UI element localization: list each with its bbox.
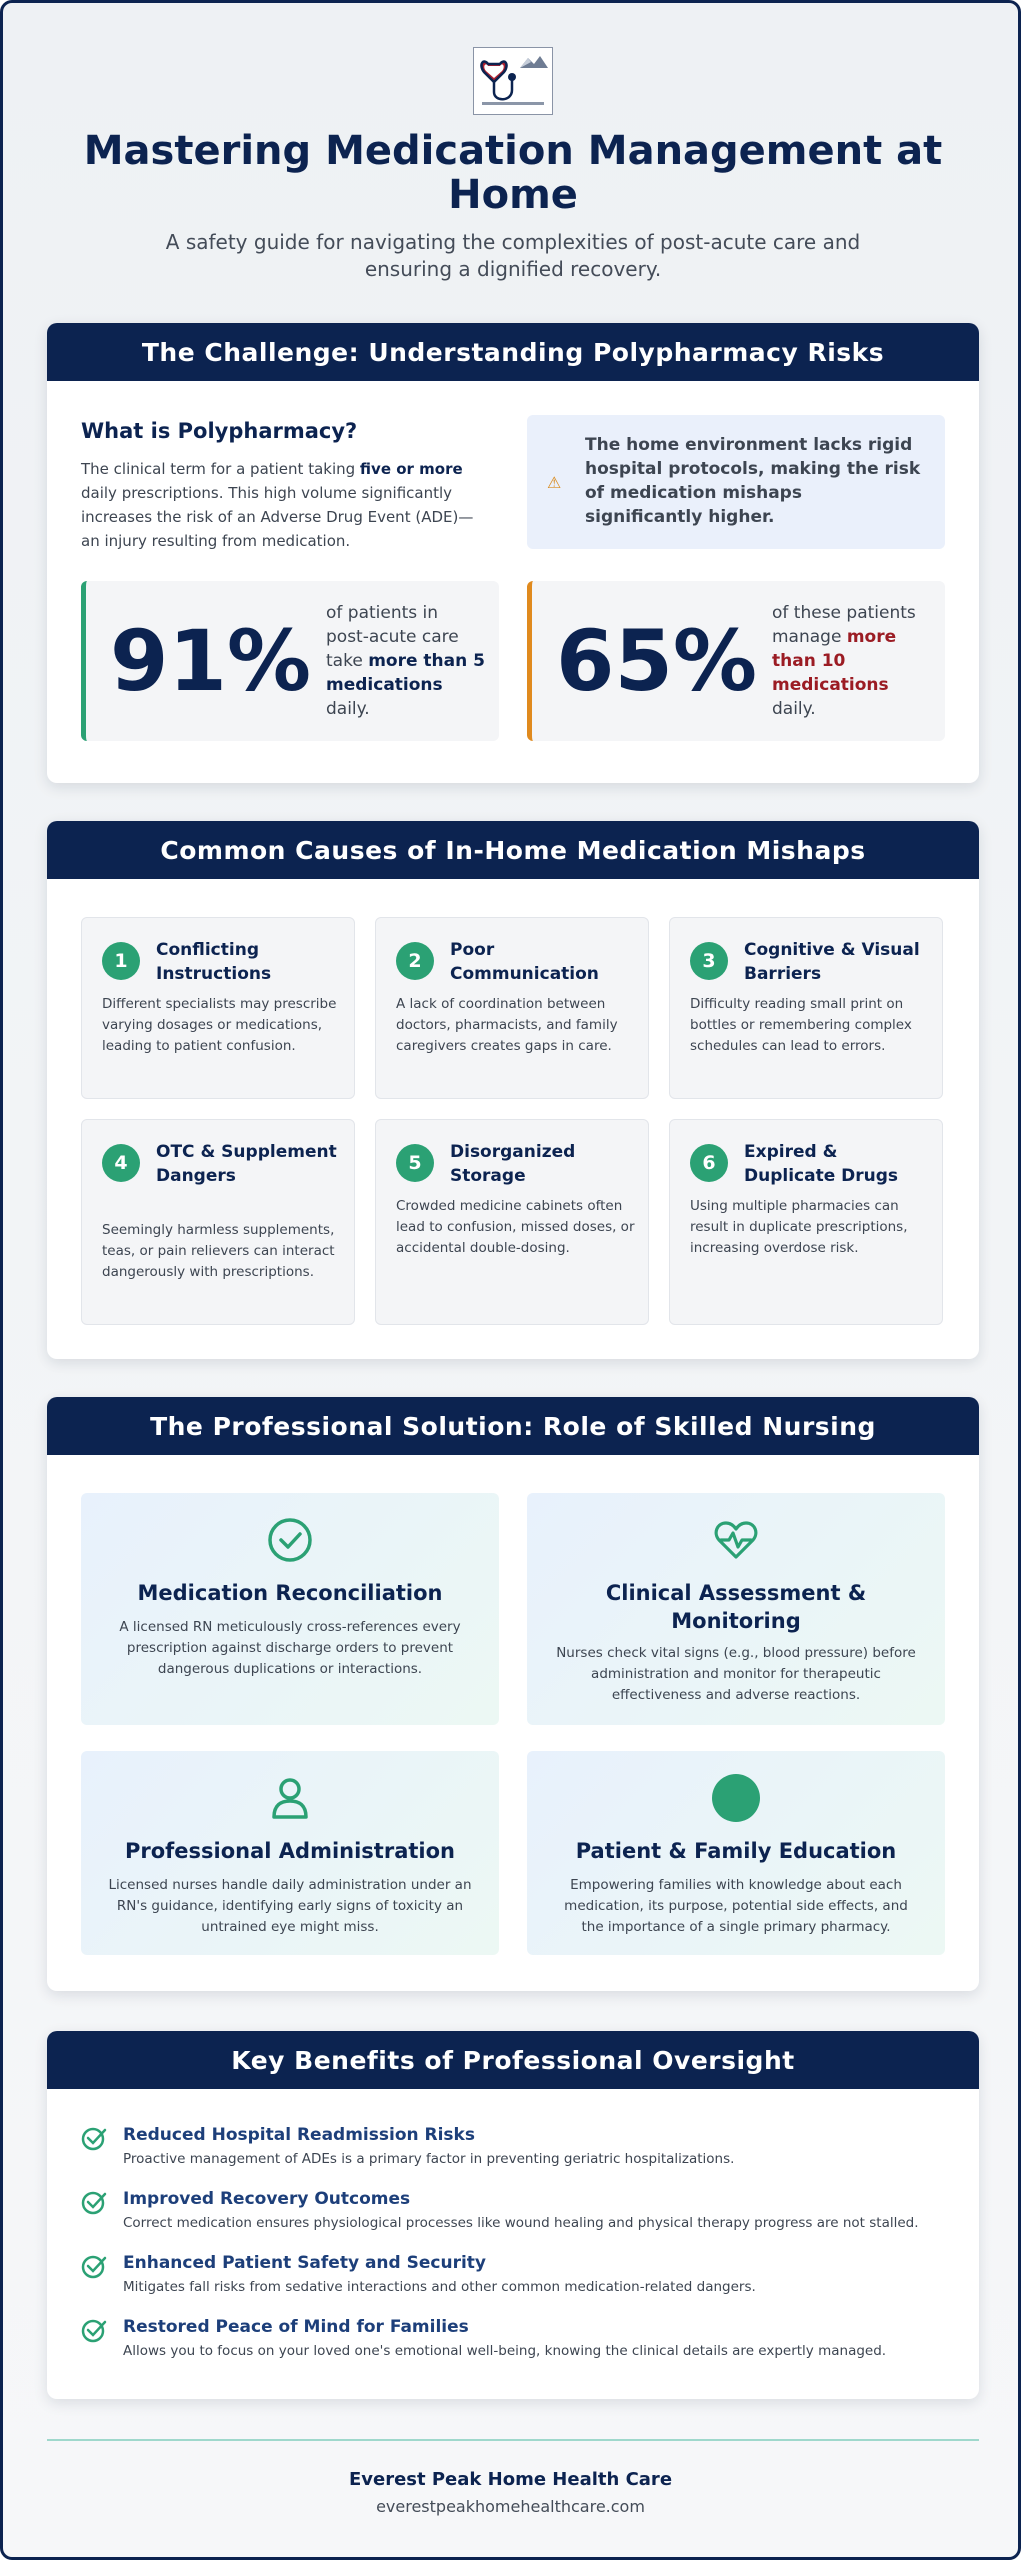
benefit-title: Enhanced Patient Safety and Security bbox=[123, 2253, 486, 2273]
cause-description: Different specialists may prescribe varying dosages or medications, leading to patient confusion. bbox=[102, 996, 337, 1054]
causes-heading: Common Causes of In-Home Medication Mishaps bbox=[47, 821, 979, 879]
benefits-section bbox=[47, 2031, 979, 2399]
cause-title: Poor Communication bbox=[450, 940, 599, 984]
warning-icon: ⚠ bbox=[547, 473, 562, 492]
stat-text-part: of these patients manage bbox=[772, 603, 916, 647]
stat-value: 91% bbox=[110, 612, 312, 710]
solution-description: A licensed RN meticulously cross-references every prescription against discharge orders to prevent dangerous duplications or interactions. bbox=[119, 1619, 461, 1677]
solution-title: Patient & Family Education bbox=[575, 1839, 897, 1863]
benefit-title: Reduced Hospital Readmission Risks bbox=[123, 2125, 475, 2145]
challenge-heading: The Challenge: Understanding Polypharmacy Risks bbox=[47, 323, 979, 381]
stat-text-part: of patients in post-acute care take bbox=[326, 603, 459, 671]
cause-card bbox=[669, 1119, 943, 1325]
polypharmacy-text-part: daily prescriptions. This high volume significantly increases the risk of an Adverse Drug Event (ADE)—an injury resulting from medication. bbox=[81, 484, 474, 550]
polypharmacy-text-bold: five or more bbox=[359, 460, 463, 478]
solution-title: Medication Reconciliation bbox=[137, 1581, 443, 1605]
stat-description bbox=[772, 601, 932, 721]
page-subtitle: A safety guide for navigating the complexities of post-acute care and ensuring a dignified recovery. bbox=[165, 230, 861, 281]
solution-description: Licensed nurses handle daily administration under an RN's guidance, identifying early signs of toxicity an untrained eye might miss. bbox=[108, 1877, 472, 1935]
check-circle-icon bbox=[81, 2253, 107, 2279]
company-logo bbox=[473, 47, 553, 115]
challenge-section bbox=[47, 323, 979, 783]
user-icon bbox=[265, 1773, 315, 1823]
home-risk-text: The home environment lacks rigid hospital protocols, making the risk of medication mishaps significantly higher. bbox=[585, 435, 921, 527]
cause-description: Using multiple pharmacies can result in duplicate prescriptions, increasing overdose risk. bbox=[690, 1198, 908, 1256]
solution-card bbox=[527, 1493, 945, 1725]
stat-card bbox=[527, 581, 945, 741]
stethoscope-heart-logo-icon bbox=[476, 50, 550, 112]
footer-divider bbox=[47, 2439, 979, 2441]
check-circle-icon bbox=[81, 2317, 107, 2343]
cause-card bbox=[669, 917, 943, 1099]
stat-text-part: daily. bbox=[326, 699, 370, 719]
solution-title: Clinical Assessment & Monitoring bbox=[605, 1581, 867, 1633]
solution-description: Nurses check vital signs (e.g., blood pressure) before administration and monitor for therapeutic effectiveness and adverse reactions. bbox=[556, 1645, 916, 1703]
cause-card bbox=[81, 917, 355, 1099]
benefit-description: Allows you to focus on your loved one's emotional well-being, knowing the clinical details are expertly managed. bbox=[123, 2343, 887, 2359]
company-name: Everest Peak Home Health Care bbox=[348, 2469, 673, 2490]
benefit-description: Correct medication ensures physiological processes like wound healing and physical therapy progress are not stalled. bbox=[123, 2215, 919, 2231]
stat-text-part: daily. bbox=[772, 699, 816, 719]
stat-card bbox=[81, 581, 499, 741]
solution-card bbox=[81, 1751, 499, 1955]
cause-number: 3 bbox=[690, 942, 728, 980]
cause-card bbox=[375, 1119, 649, 1325]
stat-value: 65% bbox=[556, 612, 758, 710]
cause-title: OTC & Supplement Dangers bbox=[156, 1142, 337, 1186]
cause-description: Difficulty reading small print on bottles or remembering complex schedules can lead to errors. bbox=[690, 996, 912, 1054]
check-circle-icon bbox=[81, 2125, 107, 2151]
cause-card bbox=[375, 917, 649, 1099]
home-risk-callout bbox=[527, 415, 945, 549]
solution-card bbox=[81, 1493, 499, 1725]
cause-title: Conflicting Instructions bbox=[156, 940, 272, 984]
cause-description: Crowded medicine cabinets often lead to confusion, missed doses, or accidental double-dosing. bbox=[396, 1198, 635, 1256]
solution-title: Professional Administration bbox=[124, 1839, 455, 1863]
stat-text-bold: more than 10 medications bbox=[772, 627, 897, 695]
polypharmacy-text bbox=[81, 457, 481, 553]
cause-title: Disorganized Storage bbox=[450, 1142, 576, 1186]
cause-number: 2 bbox=[396, 942, 434, 980]
stat-text-bold: more than 5 medications bbox=[326, 651, 485, 695]
polypharmacy-title: What is Polypharmacy? bbox=[81, 419, 358, 443]
check-circle-icon bbox=[81, 2189, 107, 2215]
education-circle-icon bbox=[711, 1773, 761, 1823]
cause-number: 6 bbox=[690, 1144, 728, 1182]
cause-title: Cognitive & Visual Barriers bbox=[744, 940, 920, 984]
heart-pulse-icon bbox=[711, 1515, 761, 1565]
solution-card bbox=[527, 1751, 945, 1955]
cause-description: A lack of coordination between doctors, pharmacists, and family caregivers creates gaps in care. bbox=[396, 996, 618, 1054]
cause-title: Expired & Duplicate Drugs bbox=[744, 1142, 899, 1186]
cause-number: 4 bbox=[102, 1144, 140, 1182]
cause-card bbox=[81, 1119, 355, 1325]
benefit-description: Mitigates fall risks from sedative interactions and other common medication-related dangers. bbox=[123, 2279, 756, 2295]
causes-section bbox=[47, 821, 979, 1359]
benefits-heading: Key Benefits of Professional Oversight bbox=[47, 2031, 979, 2089]
benefit-title: Improved Recovery Outcomes bbox=[123, 2189, 411, 2209]
benefit-description: Proactive management of ADEs is a primary factor in preventing geriatric hospitalizations. bbox=[123, 2151, 735, 2167]
polypharmacy-text-part: The clinical term for a patient taking bbox=[81, 460, 360, 478]
solution-description: Empowering families with knowledge about each medication, its purpose, potential side effects, and the importance of a single primary pharmacy. bbox=[564, 1877, 908, 1935]
company-website-link[interactable]: everestpeakhomehealthcare.com bbox=[376, 2497, 645, 2516]
page-title: Mastering Medication Management at Home bbox=[83, 128, 943, 218]
cause-description: Seemingly harmless supplements, teas, or pain relievers can interact dangerously with prescriptions. bbox=[102, 1222, 335, 1280]
cause-number: 1 bbox=[102, 942, 140, 980]
check-circle-icon bbox=[265, 1515, 315, 1565]
stat-description bbox=[326, 601, 486, 721]
solution-section bbox=[47, 1397, 979, 1991]
benefit-title: Restored Peace of Mind for Families bbox=[123, 2317, 469, 2337]
solution-heading: The Professional Solution: Role of Skilled Nursing bbox=[47, 1397, 979, 1455]
cause-number: 5 bbox=[396, 1144, 434, 1182]
